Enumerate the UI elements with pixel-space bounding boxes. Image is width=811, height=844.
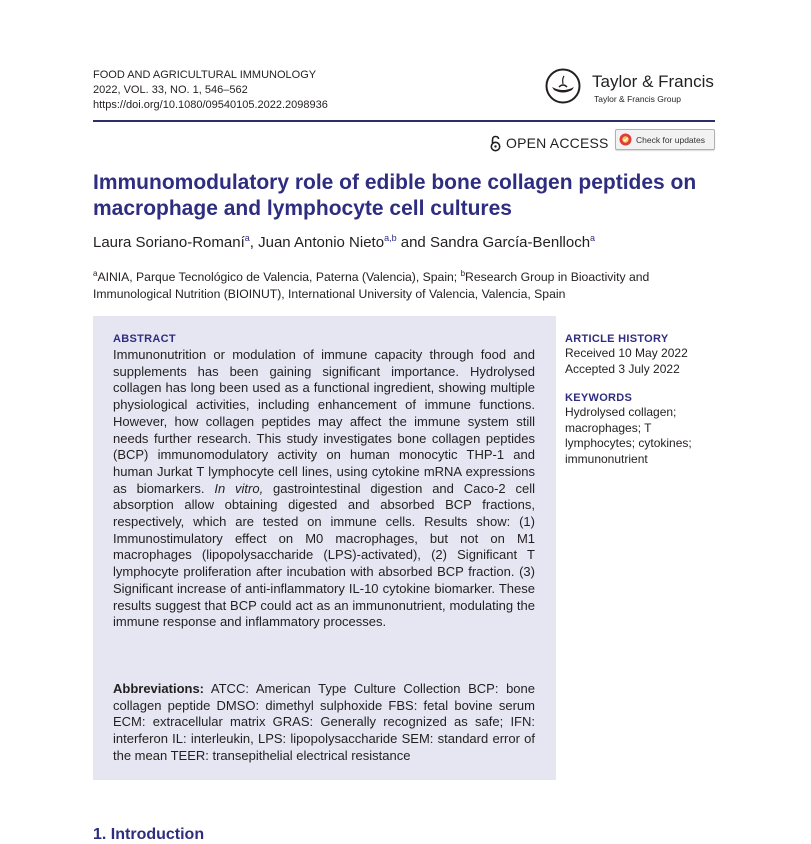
open-lock-icon xyxy=(490,135,501,152)
check-for-updates-button[interactable] xyxy=(615,129,715,150)
author-list xyxy=(93,233,595,251)
abbreviations xyxy=(113,681,535,765)
author-separator: and xyxy=(396,234,430,251)
author-separator: , xyxy=(249,234,259,251)
volume-info: 2022, VOL. 33, NO. 1, 546–562 xyxy=(93,84,248,96)
author-affiliation-sup: a xyxy=(590,233,596,243)
author-name[interactable]: Juan Antonio Nieto xyxy=(258,234,385,251)
affiliation-a: AINIA, Parque Tecnológico de Valencia, Paterna (Valencia), Spain; xyxy=(97,270,461,284)
abstract-text xyxy=(113,347,535,631)
keywords-list: Hydrolysed collagen; macrophages; T lymphocytes; cytokines; immunonutrient xyxy=(565,405,692,466)
publisher-group: Taylor & Francis Group xyxy=(594,94,681,104)
journal-name: FOOD AND AGRICULTURAL IMMUNOLOGY xyxy=(93,69,317,81)
crossmark-icon xyxy=(619,133,632,146)
author-affiliation-sup: a,b xyxy=(384,233,397,243)
affiliation-b-sup: b xyxy=(460,269,466,278)
article-history-heading: ARTICLE HISTORY xyxy=(565,333,669,345)
journal-info xyxy=(93,68,328,113)
taylor-francis-lamp-icon xyxy=(545,68,581,104)
publisher-logo xyxy=(545,68,720,112)
header-rule xyxy=(93,120,715,122)
abbreviations-label: Abbreviations: xyxy=(113,681,205,696)
abstract-text-italic: In vitro, xyxy=(214,480,264,496)
introduction-heading: 1. Introduction xyxy=(93,826,205,843)
keywords-heading: KEYWORDS xyxy=(565,392,633,404)
accepted-date: Accepted 3 July 2022 xyxy=(565,362,680,376)
abstract-text-part2: gastrointestinal digestion and Caco-2 cell absorption allow obtaining digested and absorbed BCP fractions, respectively, which are tested on immune cells. Results show: (1) Immunostimulatory effect on M0 macrophages, but not on M1 macrophages (lipopolysaccharide (LPS)-activated), (2) Significant T lymphocyte proliferation after incubation with absorbed BCP fraction. (3) Significant increase of anti-inflammatory IL-10 cytokine biomarker. These results suggest that BCP could act as an immunonutrient, modulating the immune response and inflammatory processes. xyxy=(113,480,535,630)
abstract-heading: ABSTRACT xyxy=(113,333,176,345)
check-for-updates-label: Check for updates xyxy=(636,134,705,145)
author-name[interactable]: Laura Soriano-Romaní xyxy=(93,234,245,251)
doi-link[interactable]: https://doi.org/10.1080/09540105.2022.2098936 xyxy=(93,99,328,111)
affiliations xyxy=(93,265,723,303)
affiliation-b: Research Group in Bioactivity and Immunological Nutrition (BIOINUT), International University of Valencia, Valencia, Spain xyxy=(93,270,650,301)
affiliation-a-sup: a xyxy=(93,269,98,278)
abstract-text-part1: Immunonutrition or modulation of immune capacity through food and supplements has been gaining significant importance. Hydrolysed collagen has long been used as a functional ingredient, showing multiple physiological activities, including enhancement of immune functions. However, how collagen peptides may affect the immune system still needs further research. This study investigates bone collagen peptides (BCP) immunomodulatory activity on human monocytic THP-1 and human Jurkat T lymphocyte cell lines, using cytokine mRNA expressions as biomarkers. xyxy=(113,347,535,496)
open-access-badge xyxy=(490,133,609,153)
author-name[interactable]: Sandra García-Benlloch xyxy=(429,234,591,251)
open-access-label: OPEN ACCESS xyxy=(506,135,609,151)
received-date: Received 10 May 2022 xyxy=(565,346,688,360)
publisher-name: Taylor & Francis xyxy=(592,72,714,91)
author-affiliation-sup: a xyxy=(244,233,250,243)
article-title: Immunomodulatory role of edible bone collagen peptides on macrophage and lymphocyte cell cultures xyxy=(93,171,697,220)
abbreviations-text: ATCC: American Type Culture Collection BCP: bone collagen peptide DMSO: dimethyl sulphoxide FBS: fetal bovine serum ECM: extracellular matrix GRAS: Generally recognized as safe; IFN: interferon IL: interleukin, LPS: lipopolysaccharide SEM: standard error of the mean TEER: transepithelial electrical resistance xyxy=(113,681,535,763)
